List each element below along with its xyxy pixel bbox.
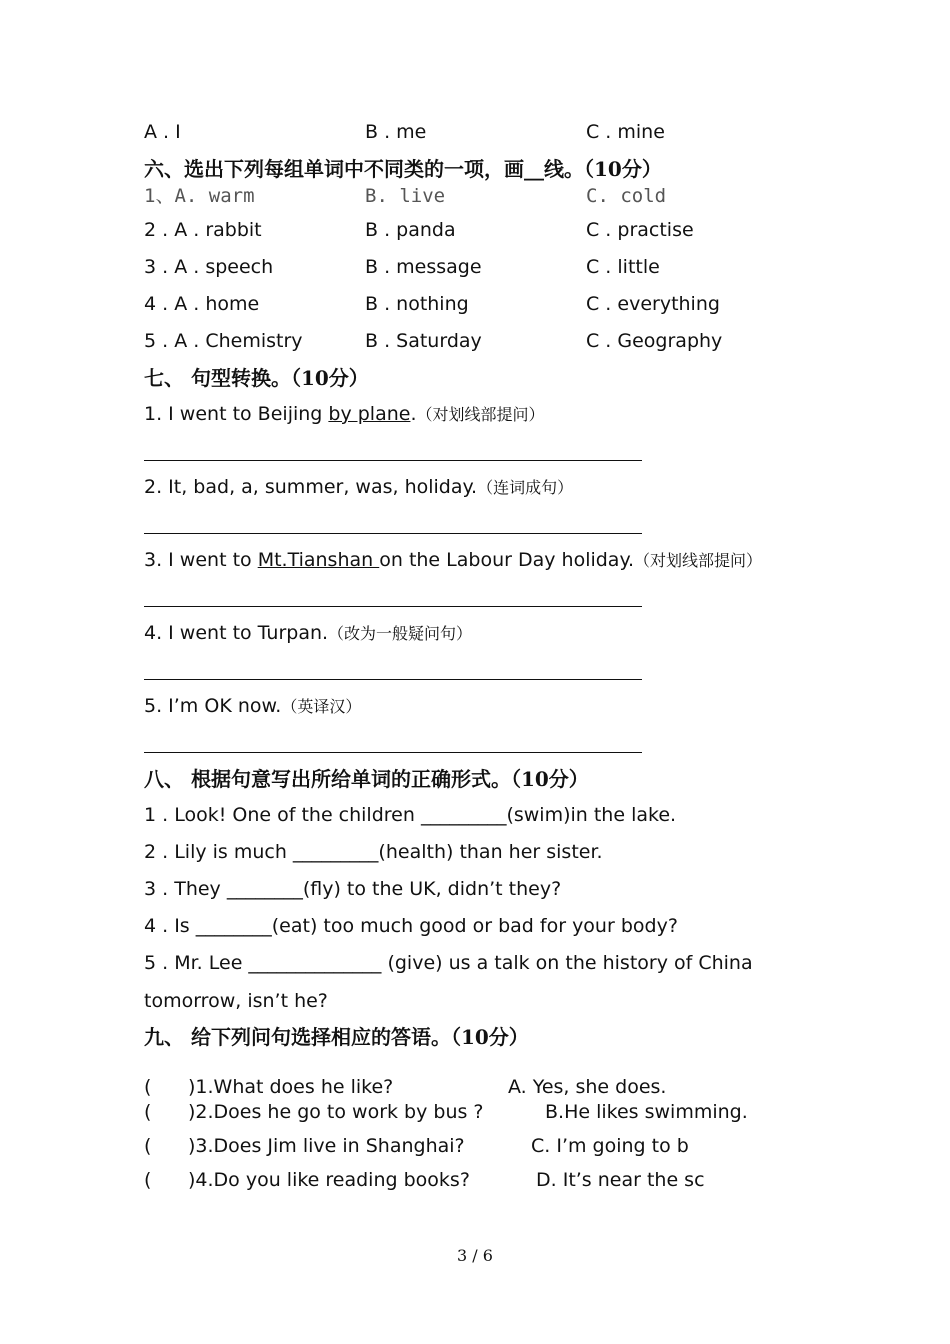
s9-paren-3: ( bbox=[144, 1135, 152, 1157]
section-8-heading: 八、 根据句意写出所给单词的正确形式。（10分） bbox=[144, 767, 589, 791]
s7-item-4-text: 4. I went to Turpan. bbox=[144, 622, 329, 644]
s7-item-3-underlined: Mt.Tianshan bbox=[257, 549, 380, 571]
s9-answer-c: C. I’m going to b bbox=[531, 1135, 689, 1157]
section-7-heading: 七、 句型转换。（10分） bbox=[144, 366, 369, 390]
s8-item-4: 4 . Is ________(eat) too much good or bad for your body? bbox=[144, 915, 678, 937]
s6-row-4-b: B . nothing bbox=[365, 293, 469, 315]
s6-row-3-c: C . little bbox=[586, 256, 660, 278]
s9-paren-1: ( bbox=[144, 1076, 152, 1098]
s6-row-5-c: C . Geography bbox=[586, 330, 723, 352]
s8-item-1: 1 . Look! One of the children _________(swim)in the lake. bbox=[144, 804, 677, 826]
s8-item-5-continued: tomorrow, isn’t he? bbox=[144, 990, 328, 1012]
s7-item-1-underlined: by plane bbox=[328, 403, 411, 425]
s7-item-1 bbox=[144, 402, 545, 427]
s7-item-1-post: . bbox=[410, 403, 417, 425]
section-9-heading: 九、 给下列问句选择相应的答语。（10分） bbox=[144, 1025, 529, 1049]
s7-item-1-text: 1. I went to Beijing bbox=[144, 403, 329, 425]
s7-answer-line-5[interactable] bbox=[144, 752, 642, 753]
s7-item-2-note: （连词成句） bbox=[477, 478, 574, 497]
s7-item-1-note: （对划线部提问） bbox=[416, 405, 545, 424]
s7-item-5-note: （英译汉） bbox=[281, 697, 362, 716]
s9-answer-d: D. It’s near the sc bbox=[536, 1169, 705, 1191]
s6-row-4-a: 4 . A . home bbox=[144, 293, 260, 315]
s9-answer-a: A. Yes, she does. bbox=[508, 1076, 667, 1098]
s8-item-3: 3 . They ________(fly) to the UK, didn’t they? bbox=[144, 878, 562, 900]
s7-item-3 bbox=[144, 548, 762, 573]
s9-question-1: )1.What does he like? bbox=[188, 1076, 394, 1098]
s7-item-4-note: （改为一般疑问句） bbox=[328, 624, 473, 643]
s9-paren-4: ( bbox=[144, 1169, 152, 1191]
s6-row-5-b: B . Saturday bbox=[365, 330, 482, 352]
s6-row-5-a: 5 . A . Chemistry bbox=[144, 330, 303, 352]
s7-item-5 bbox=[144, 694, 361, 719]
s8-item-2: 2 . Lily is much _________(health) than her sister. bbox=[144, 841, 603, 863]
s6-row-1-a: 1、A. warm bbox=[144, 185, 255, 207]
s7-answer-line-3[interactable] bbox=[144, 606, 642, 607]
page-number: 3 / 6 bbox=[457, 1246, 493, 1265]
s7-answer-line-4[interactable] bbox=[144, 679, 642, 680]
s6-row-4-c: C . everything bbox=[586, 293, 720, 315]
prev-option-c: C . mine bbox=[586, 121, 665, 143]
s7-item-3-post: on the Labour Day holiday. bbox=[379, 549, 635, 571]
s9-question-4: )4.Do you like reading books? bbox=[188, 1169, 470, 1191]
s9-question-3: )3.Does Jim live in Shanghai? bbox=[188, 1135, 465, 1157]
s7-item-2 bbox=[144, 475, 573, 500]
s6-row-1-b: B. live bbox=[365, 185, 446, 207]
s6-row-2-c: C . practise bbox=[586, 219, 694, 241]
s6-row-3-a: 3 . A . speech bbox=[144, 256, 274, 278]
prev-option-a: A . I bbox=[144, 121, 181, 143]
s7-item-3-note: （对划线部提问） bbox=[634, 551, 763, 570]
s9-answer-b: B.He likes swimming. bbox=[545, 1101, 748, 1123]
s9-paren-2: ( bbox=[144, 1101, 152, 1123]
s7-item-3-text: 3. I went to bbox=[144, 549, 258, 571]
s6-row-2-b: B . panda bbox=[365, 219, 456, 241]
s7-item-5-text: 5. I’m OK now. bbox=[144, 695, 282, 717]
s7-answer-line-2[interactable] bbox=[144, 533, 642, 534]
s6-row-1-c: C. cold bbox=[586, 185, 667, 207]
s7-item-2-text: 2. It, bad, a, summer, was, holiday. bbox=[144, 476, 478, 498]
prev-option-b: B . me bbox=[365, 121, 427, 143]
section-6-heading: 六、选出下列每组单词中不同类的一项，画__线。（10分） bbox=[144, 157, 662, 181]
s7-answer-line-1[interactable] bbox=[144, 460, 642, 461]
s7-item-4 bbox=[144, 621, 472, 646]
s9-question-2: )2.Does he go to work by bus ? bbox=[188, 1101, 484, 1123]
s8-item-5: 5 . Mr. Lee ______________ (give) us a talk on the history of China bbox=[144, 952, 753, 974]
s6-row-3-b: B . message bbox=[365, 256, 482, 278]
s6-row-2-a: 2 . A . rabbit bbox=[144, 219, 262, 241]
